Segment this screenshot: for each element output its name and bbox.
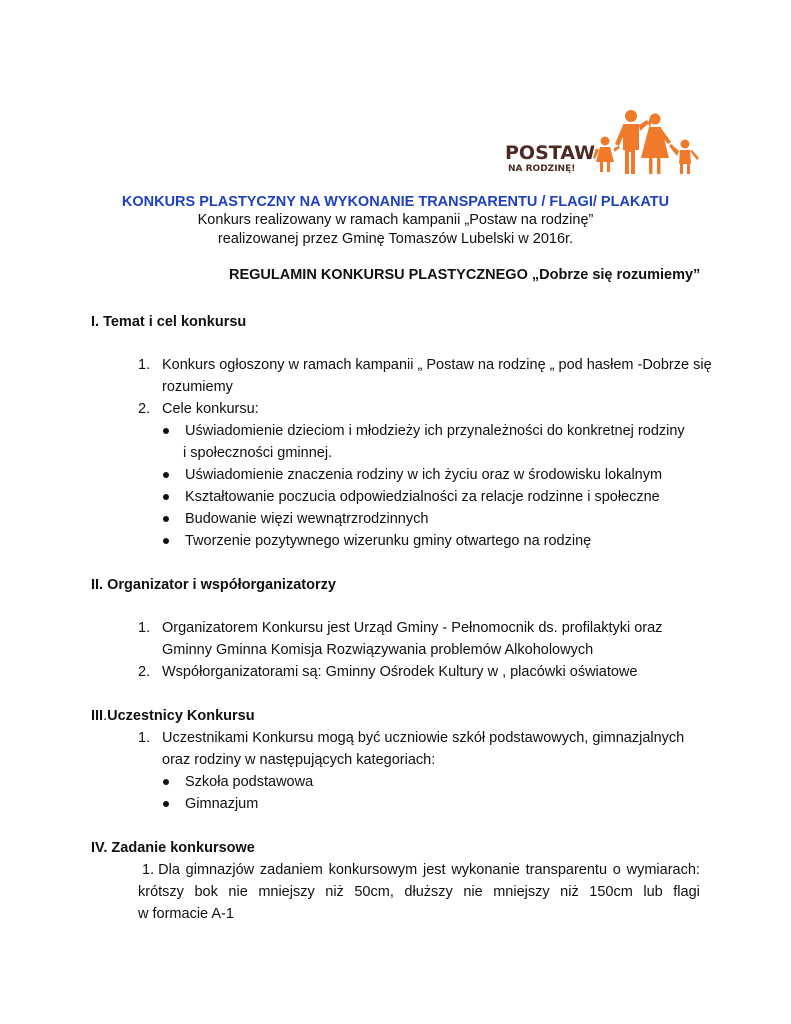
section-1-heading: I. Temat i cel konkursu — [91, 314, 247, 330]
municipality-line: realizowanej przez Gminę Tomaszów Lubelski w 2016r. — [217, 231, 574, 247]
bullet-icon — [163, 516, 169, 522]
word: wymiarach: — [626, 862, 700, 878]
word: 150cm — [589, 884, 633, 900]
word: bok — [194, 884, 218, 900]
family-figures-icon — [593, 108, 705, 176]
word: krótszy — [138, 884, 184, 900]
section-3-heading — [91, 705, 255, 727]
list-item-text: Organizatorem Konkursu jest Urząd Gminy - Pełnomocnik ds. profilaktyki oraz — [162, 620, 663, 636]
word: mniejszy — [258, 884, 315, 900]
list-number: 1. — [138, 357, 151, 373]
justified-line-2 — [138, 881, 700, 903]
bullet-icon — [163, 494, 169, 500]
paragraph-last-line: w formacie A-1 — [138, 906, 234, 922]
contest-title: KONKURS PLASTYCZNY NA WYKONANIE TRANSPARENTU / FLAGI/ PLAKATU — [121, 194, 670, 210]
list-number: 1. — [138, 620, 151, 636]
list-number: 2. — [138, 664, 151, 680]
word: konkursowym — [328, 862, 418, 878]
bullet-icon — [163, 428, 169, 434]
word: transparentu — [525, 862, 608, 878]
justified-line-1 — [142, 859, 700, 881]
section-3-title: Uczestnicy Konkursu — [107, 708, 255, 724]
word: dłuższy — [404, 884, 453, 900]
word: 50cm, — [354, 884, 394, 900]
campaign-line: Konkurs realizowany w ramach kampanii „Postaw na rodzinę” — [197, 212, 594, 228]
word: flagi — [673, 884, 700, 900]
word: jest — [422, 862, 446, 878]
list-item-text: Cele konkursu: — [162, 401, 259, 417]
word: mniejszy — [493, 884, 550, 900]
section-3-dot: . — [103, 708, 108, 724]
postaw-na-rodzine-logo — [505, 108, 705, 180]
section-2-heading: II. Organizator i współorganizatorzy — [91, 577, 336, 593]
list-item-text: oraz rodziny w następujących kategoriach: — [162, 752, 436, 768]
word: o — [612, 862, 621, 878]
bullet-item-text: Szkoła podstawowa — [185, 774, 314, 790]
section-4-heading: IV. Zadanie konkursowe — [91, 840, 255, 856]
bullet-item-text: i społeczności gminnej. — [183, 445, 333, 461]
bullet-item-text: Uświadomienie znaczenia rodziny w ich życiu oraz w środowisku lokalnym — [185, 467, 663, 483]
bullet-item-text: Tworzenie pozytywnego wizerunku gminy otwartego na rodzinę — [185, 533, 592, 549]
word: lub — [643, 884, 663, 900]
bullet-icon — [163, 801, 169, 807]
list-item-text: Uczestnikami Konkursu mogą być uczniowie szkół podstawowych, gimnazjalnych — [162, 730, 685, 746]
regulations-title: REGULAMIN KONKURSU PLASTYCZNEGO „Dobrze się rozumiemy” — [229, 267, 701, 283]
word: gimnazjów — [185, 862, 255, 878]
word: niż — [560, 884, 579, 900]
bullet-icon — [163, 538, 169, 544]
list-item-text: Konkurs ogłoszony w ramach kampanii „ Postaw na rodzinę „ pod hasłem -Dobrze się — [162, 357, 712, 373]
list-number: 1. — [138, 730, 151, 746]
list-item-text: rozumiemy — [162, 379, 233, 395]
word: zadaniem — [259, 862, 323, 878]
bullet-item-text: Gimnazjum — [185, 796, 259, 812]
word: niż — [325, 884, 344, 900]
bullet-item-text: Kształtowanie poczucia odpowiedzialności za relacje rodzinne i społeczne — [185, 489, 660, 505]
section-3-roman: III — [91, 708, 104, 724]
list-item-text: Gminny Gminna Komisja Rozwiązywania problemów Alkoholowych — [162, 642, 594, 658]
list-item-text: Współorganizatorami są: Gminny Ośrodek Kultury w , placówki oświatowe — [162, 664, 638, 680]
bullet-icon — [163, 779, 169, 785]
bullet-icon — [163, 472, 169, 478]
word: nie — [228, 884, 248, 900]
word: wykonanie — [451, 862, 520, 878]
word: nie — [463, 884, 483, 900]
logo-brand-main: POSTAW — [505, 142, 596, 164]
bullet-item-text: Uświadomienie dzieciom i młodzieży ich przynależności do konkretnej rodziny — [185, 423, 685, 439]
list-number: 2. — [138, 401, 151, 417]
word: 1. Dla — [142, 862, 180, 878]
logo-brand-sub: NA RODZINĘ! — [508, 164, 576, 174]
bullet-item-text: Budowanie więzi wewnątrzrodzinnych — [185, 511, 429, 527]
